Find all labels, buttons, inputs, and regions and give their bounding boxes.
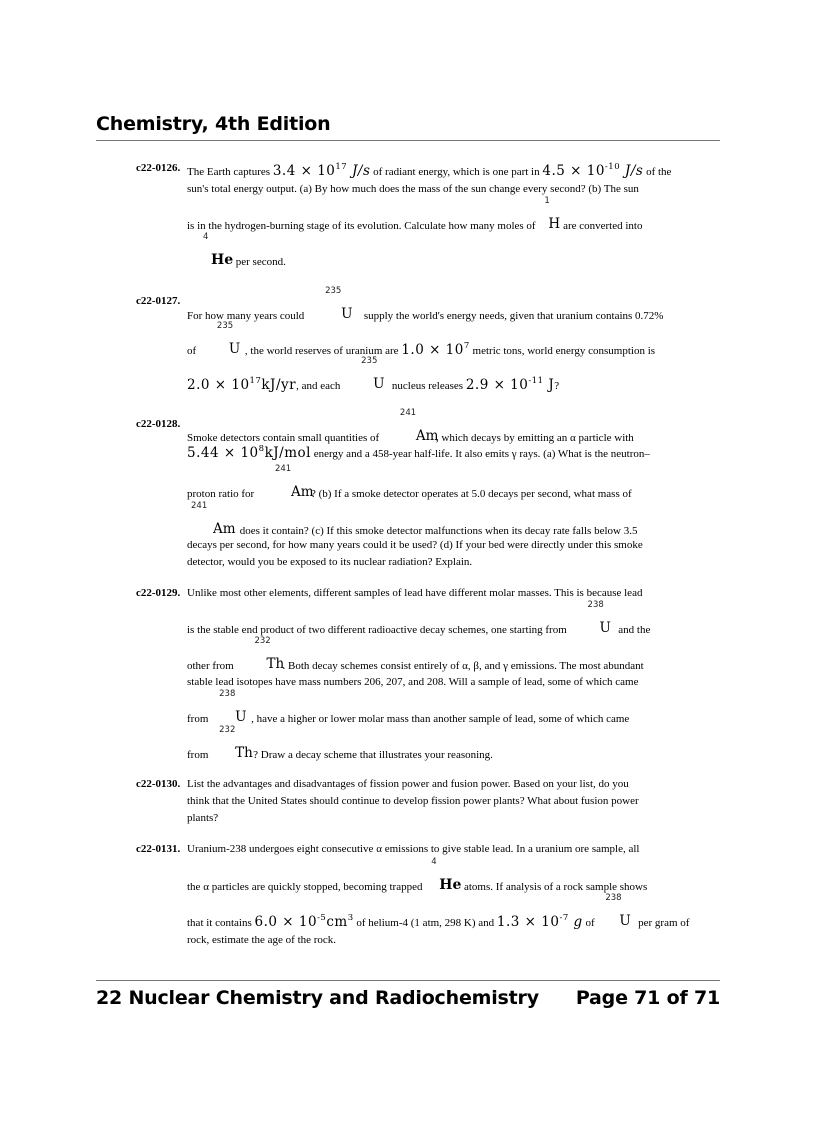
question-c22-0129 [136, 586, 696, 761]
question-id: c22-0128. [136, 418, 181, 430]
question-id: c22-0129. [136, 587, 181, 599]
question-line: the α particles are quickly stopped, becoming trapped 4 He atoms. If analysis of a rock sample shows [187, 857, 648, 893]
question-line: Uranium-238 undergoes eight consecutive α emissions to give stable lead. In a uranium ore sample, all [187, 843, 640, 855]
question-c22-0130 [136, 778, 696, 828]
question-line: other from 232 Th . Both decay schemes consist entirely of α, β, and γ emissions. The most abundant [187, 636, 644, 672]
question-line: The Earth captures $3.4 \times 10^{17}$ J/s of radiant energy, which is one part in $4.5 \times 10^{-10}$ J/s of the [187, 162, 672, 179]
question-line: Smoke detectors contain small quantities of 241 Am , which decays by emitting an α particle with [187, 408, 634, 444]
question-line: List the advantages and disadvantages of fission power and fusion power. Based on your list, do you [187, 778, 629, 790]
nuclide-symbol: 232 Th [254, 636, 285, 672]
nuclide-symbol: 241 Am [399, 408, 439, 444]
math-expression: $2.0 \times 10^{17}kJ/yr$ [187, 376, 297, 393]
nuclide-symbol: 238 U [605, 893, 631, 929]
math-expression: $6.0 \times 10^{-5}cm^3$ [254, 913, 354, 930]
header-rule [96, 140, 720, 141]
nuclide-symbol: 4 He [203, 232, 234, 268]
nuclide-symbol: 4 He [431, 857, 462, 893]
math-expression: $3.4 \times 10^{17}$ J/s [272, 162, 371, 179]
question-id: c22-0127. [136, 295, 181, 307]
nuclide-symbol: 241 Am [191, 501, 236, 537]
footer-page-number: Page 71 of 71 [575, 987, 720, 1009]
question-id: c22-0126. [136, 162, 181, 174]
question-line: 4 He per second. [187, 232, 286, 268]
question-line: rock, estimate the age of the rock. [187, 934, 337, 946]
nuclide-symbol: 1 H [544, 196, 561, 232]
question-line: detector, would you be exposed to its nuclear radiation? Explain. [187, 556, 473, 568]
question-id: c22-0130. [136, 778, 181, 790]
nuclide-symbol: 241 Am [274, 464, 314, 500]
question-id: c22-0131. [136, 843, 181, 855]
question-line: from 238 U , have a higher or lower molar mass than another sample of lead, some of which came [187, 689, 630, 725]
question-line: stable lead isotopes have mass numbers 206, 207, and 208. Will a sample of lead, some of which came [187, 676, 639, 688]
question-c22-0131 [136, 843, 696, 953]
question-line: is the stable end product of two different radioactive decay schemes, one starting from 238 U and the [187, 600, 651, 636]
math-expression: $2.9 \times 10^{-11}$ J [465, 376, 555, 393]
nuclide-symbol: 235 U [216, 321, 241, 357]
question-line: that it contains $6.0 \times 10^{-5}cm^3$ of helium-4 (1 atm, 298 K) and $1.3 \times 10^{-7}$ g of 238 U per gram of [187, 893, 690, 930]
question-line: think that the United States should continue to develop fission power plants? What about fusion power [187, 795, 639, 807]
nuclide-symbol: 232 Th [219, 725, 253, 761]
page-header-title: Chemistry, 4th Edition [96, 113, 331, 135]
question-line: sun's total energy output. (a) By how much does the mass of the sun change every second? (b) The sun [187, 183, 639, 195]
question-c22-0128 [136, 408, 696, 574]
nuclide-symbol: 238 U [587, 600, 611, 636]
question-line: is in the hydrogen-burning stage of its evolution. Calculate how many moles of 1 H are converted into [187, 196, 643, 232]
math-expression: $5.44 \times 10^8kJ$/mol [187, 444, 311, 461]
nuclide-symbol: 235 U [361, 356, 385, 392]
nuclide-symbol: 235 U [325, 286, 353, 322]
math-expression: $4.5 \times 10^{-10}$ J/s [542, 162, 644, 179]
question-c22-0127 [136, 286, 696, 393]
question-line: of 235 U , the world reserves of uranium are $1.0 \times 10^7$ metric tons, world energy consumption is [187, 321, 656, 358]
nuclide-symbol: 238 U [219, 689, 247, 725]
question-line: decays per second, for how many years could it be used? (d) If your bed were directly under this smoke [187, 539, 643, 551]
question-line: Unlike most other elements, different samples of lead have different molar masses. This is because lead [187, 587, 643, 599]
question-line: plants? [187, 812, 219, 824]
question-line: $5.44 \times 10^8kJ$/mol energy and a 458-year half-life. It also emits γ rays. (a) What is the neutron– [187, 444, 650, 461]
footer-rule [96, 980, 720, 981]
math-expression: $1.0 \times 10^7$ [401, 341, 470, 358]
question-c22-0126 [136, 162, 696, 268]
math-expression: $1.3 \times 10^{-7}$ g [496, 913, 583, 930]
question-line: For how many years could 235 U supply the world's energy needs, given that uranium contains 0.72% [187, 286, 664, 322]
question-line: 241 Am does it contain? (c) If this smoke detector malfunctions when its decay rate falls below 3.5 [187, 501, 637, 537]
footer-chapter: 22 Nuclear Chemistry and Radiochemistry [96, 987, 539, 1009]
question-line: from 232 Th ? Draw a decay scheme that illustrates your reasoning. [187, 725, 493, 761]
question-line: $2.0 \times 10^{17}kJ/yr$, and each 235 U nucleus releases $2.9 \times 10^{-11}$ J? [187, 356, 560, 393]
question-line: proton ratio for 241 Am ? (b) If a smoke detector operates at 5.0 decays per second, what mass of [187, 464, 632, 500]
